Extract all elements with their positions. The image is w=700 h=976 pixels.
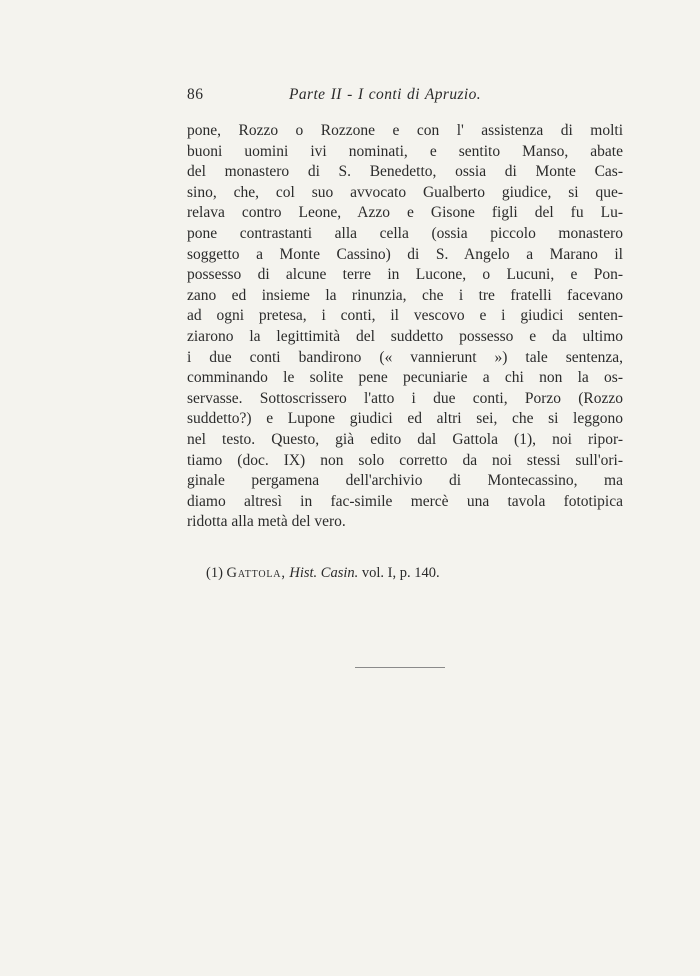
body-paragraph (187, 121, 623, 533)
text-line: suddetto?) e Lupone giudici ed altri sei, che si leggono (187, 410, 623, 428)
text-line: nel testo. Questo, già edito dal Gattola (1), noi ripor- (187, 430, 623, 448)
footnote-author: Gattola, (226, 565, 286, 581)
text-line: pone, Rozzo o Rozzone e con l' assistenza di molti (187, 122, 623, 139)
text-line: ziarono la legittimità del suddetto possesso e da ultimo (187, 327, 623, 345)
text-line: ad ogni pretesa, i conti, il vescovo e i giudici senten- (187, 307, 623, 325)
text-line: i due conti bandirono (« vannierunt ») tale sentenza, (187, 348, 623, 366)
text-line: ginale pergamena dell'archivio di Montecassino, ma (187, 472, 623, 490)
text-line: tiamo (doc. IX) non solo corretto da noi stessi sull'ori- (187, 451, 623, 469)
text-line: sino, che, col suo avvocato Gualberto giudice, si que- (187, 183, 623, 201)
text-line: pone contrastanti alla cella (ossia piccolo monastero (187, 224, 623, 242)
running-head (187, 86, 623, 108)
text-line: servasse. Sottoscrissero l'atto i due conti, Porzo (Rozzo (187, 389, 623, 407)
footnote-title: Hist. Casin. (289, 565, 359, 581)
text-line: zano ed insieme la rinunzia, che i tre fratelli facevano (187, 286, 623, 304)
text-line: comminando le solite pene pecuniarie a chi non la os- (187, 369, 623, 387)
footnote (206, 565, 440, 582)
text-line: buoni uomini ivi nominati, e sentito Manso, abate (187, 142, 623, 160)
text-line: ridotta alla metà del vero. (187, 513, 346, 531)
footnote-marker: (1) (206, 565, 223, 581)
running-title: Parte II - I conti di Apruzio. (289, 86, 482, 103)
end-divider (355, 667, 445, 668)
text-line: diamo altresì in fac-simile mercè una tavola fototipica (187, 492, 623, 510)
text-line: soggetto a Monte Cassino) di S. Angelo a Marano il (187, 245, 623, 263)
text-line: possesso di alcune terre in Lucone, o Lucuni, e Pon- (187, 266, 623, 284)
footnote-reference: vol. I, p. 140. (361, 565, 440, 581)
text-line: del monastero di S. Benedetto, ossia di Monte Cas- (187, 163, 623, 181)
text-line: relava contro Leone, Azzo e Gisone figli del fu Lu- (187, 204, 623, 222)
page-number: 86 (187, 86, 204, 103)
